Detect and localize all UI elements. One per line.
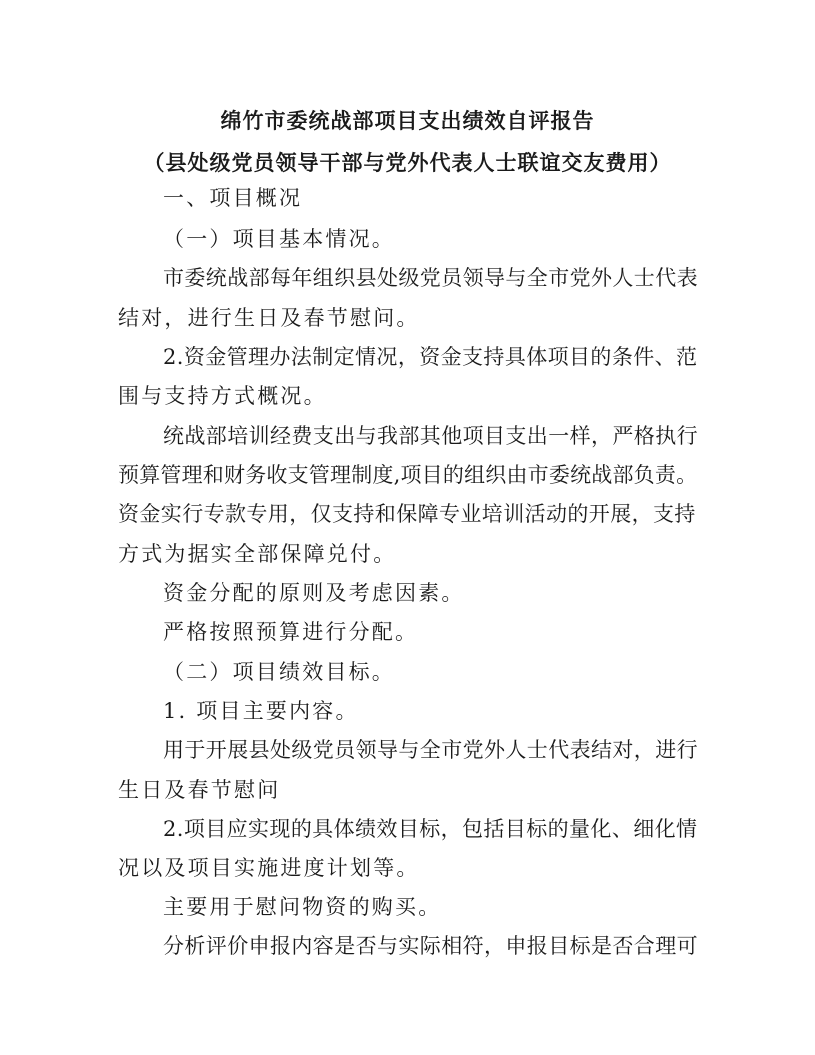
paragraph-line: 市委统战部每年组织县处级党员领导与全市党外人士代表: [163, 266, 698, 290]
paragraph-line: 结对，进行生日及春节慰问。: [118, 306, 420, 330]
paragraph-line: 生日及春节慰问: [118, 778, 281, 802]
paragraph-line: 围与支持方式概况。: [118, 384, 327, 408]
paragraph-line: 2.资金管理办法制定情况，资金支持具体项目的条件、范: [163, 345, 698, 369]
paragraph-line: 2.项目应实现的具体绩效目标，包括目标的量化、细化情: [163, 817, 698, 841]
paragraph-line: 方式为据实全部保障兑付。: [118, 542, 397, 566]
paragraph-line: 统战部培训经费支出与我部其他项目支出一样，严格执行: [163, 424, 698, 448]
paragraph-line: 用于开展县处级党员领导与全市党外人士代表结对，进行: [163, 738, 698, 762]
paragraph-line: 况以及项目实施进度计划等。: [118, 856, 420, 880]
subheading-basic-info: （一）项目基本情况。: [163, 227, 395, 251]
document-title: 绵竹市委统战部项目支出绩效自评报告: [220, 108, 595, 133]
document-subtitle: （县处级党员领导干部与党外代表人士联谊交友费用）: [143, 150, 672, 175]
paragraph-line: 资金实行专款专用，仅支持和保障专业培训活动的开展，支持: [118, 502, 696, 526]
paragraph-line: 预算管理和财务收支管理制度,项目的组织由市委统战部负责。: [118, 463, 698, 487]
paragraph-line: 1. 项目主要内容。: [163, 699, 359, 723]
heading-project-overview: 一、项目概况: [163, 186, 303, 210]
paragraph-line: 严格按照预算进行分配。: [163, 620, 419, 644]
paragraph-line: 主要用于慰问物资的购买。: [163, 895, 442, 919]
subheading-performance-goals: （二）项目绩效目标。: [163, 660, 395, 684]
paragraph-line: 资金分配的原则及考虑因素。: [163, 581, 465, 605]
paragraph-line: 分析评价申报内容是否与实际相符，申报目标是否合理可: [163, 934, 698, 958]
